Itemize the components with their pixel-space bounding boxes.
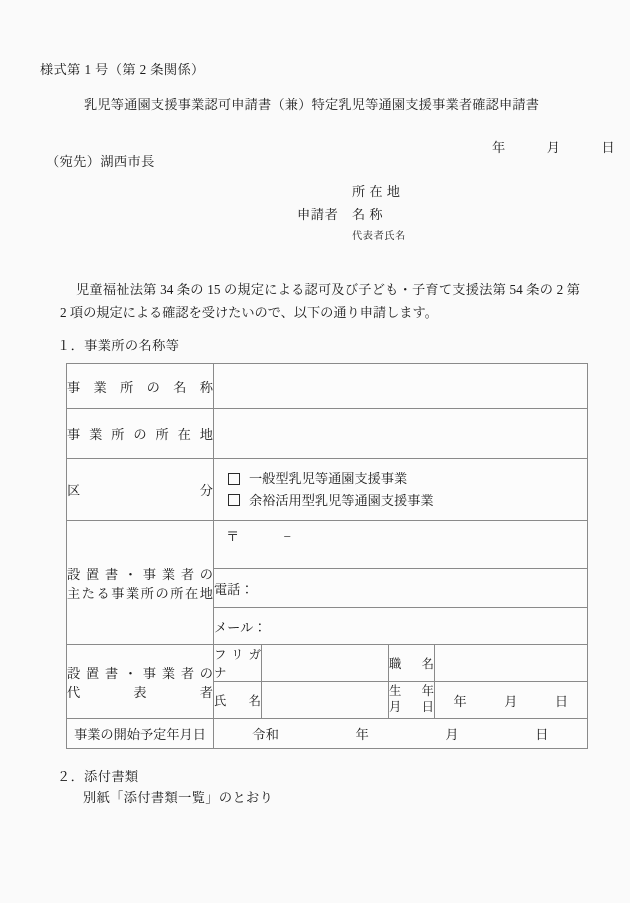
table-row: [67, 459, 588, 521]
birthdate-month-unit: 月: [504, 693, 518, 709]
representative-label-line1: 設置書・事業者の: [67, 665, 213, 681]
category-label: 区分: [67, 459, 214, 521]
establisher-address-label-line1: 設置書・事業者の: [67, 566, 213, 582]
birthdate-label-line1: 生年: [389, 684, 434, 699]
postal-mark-icon: 〒: [226, 529, 240, 544]
page-title: 乳児等通園支援事業認可申請書（兼）特定乳児等通園支援事業者確認申請書: [84, 97, 540, 112]
office-name-label: 事業所の名称: [67, 364, 214, 409]
postal-code-cell[interactable]: [214, 521, 588, 569]
name-field[interactable]: [262, 682, 389, 719]
birthdate-day-unit: 日: [554, 693, 569, 709]
applicant-location-label: 所在地: [352, 184, 405, 199]
addressee: （宛先）湖西市長: [46, 154, 155, 169]
office-name-field[interactable]: [214, 364, 588, 409]
start-era-label: 令和: [252, 727, 280, 742]
office-address-label: 事業所の所在地: [67, 409, 214, 459]
establisher-address-label: [67, 521, 214, 645]
start-date-field[interactable]: [214, 719, 588, 749]
table-row: [67, 521, 588, 569]
form-code: 様式第 1 号（第 2 条関係）: [40, 62, 205, 77]
applicant-name-label: 名称: [352, 207, 387, 222]
start-year-unit: 年: [355, 727, 370, 742]
applicant-representative-label: 代表者氏名: [352, 231, 406, 242]
table-row: [67, 409, 588, 459]
checkbox-icon[interactable]: [228, 473, 240, 485]
office-info-table: [66, 363, 588, 749]
furigana-field[interactable]: [262, 645, 389, 682]
date-line: 年 月 日: [492, 140, 616, 155]
category-option-general[interactable]: [228, 468, 587, 490]
representative-label: [67, 645, 214, 719]
telephone-cell[interactable]: [214, 569, 588, 608]
birthdate-label-line2: 月日: [389, 700, 434, 714]
office-address-field[interactable]: [214, 409, 588, 459]
birthdate-field[interactable]: [435, 682, 588, 719]
position-field[interactable]: [435, 645, 588, 682]
table-row: [67, 645, 588, 682]
mail-cell[interactable]: [214, 608, 588, 645]
category-option-general-label: 一般型乳児等通園支援事業: [249, 470, 408, 486]
body-paragraph: 児童福祉法第 34 条の 15 の規定による認可及び子ども・子育て支援法第 54 条の 2 第 2 項の規定による確認を受けたいので、以下の通り申請します。: [60, 282, 584, 321]
position-label: 職名: [389, 645, 435, 682]
checkbox-icon[interactable]: [228, 494, 240, 506]
table-row: [67, 364, 588, 409]
name-label: 氏名: [214, 682, 262, 719]
representative-label-line2: 代表者: [67, 684, 213, 700]
establisher-address-label-line2: 主たる事業所の所在地: [67, 585, 213, 601]
birthdate-year-unit: 年: [453, 693, 468, 709]
start-day-unit: 日: [535, 727, 549, 742]
category-option-surplus-label: 余裕活用型乳児等通園支援事業: [249, 492, 434, 508]
mail-label: メール：: [214, 619, 267, 635]
applicant-label: 申請者: [297, 207, 339, 222]
table-row: [67, 719, 588, 749]
section-1-heading: １．事業所の名称等: [57, 338, 180, 353]
telephone-label: 電話：: [214, 581, 254, 597]
start-date-label: 事業の開始予定年月日: [67, 719, 214, 749]
start-month-unit: 月: [445, 727, 459, 742]
category-option-surplus[interactable]: [228, 490, 587, 512]
section-2-text: 別紙「添付書類一覧」のとおり: [83, 790, 274, 805]
furigana-label: フリガナ: [214, 645, 262, 682]
postal-dash: −: [283, 529, 292, 544]
section-2-heading: ２．添付書類: [57, 769, 139, 784]
category-options-cell: [214, 459, 588, 521]
birthdate-label: [389, 682, 435, 719]
